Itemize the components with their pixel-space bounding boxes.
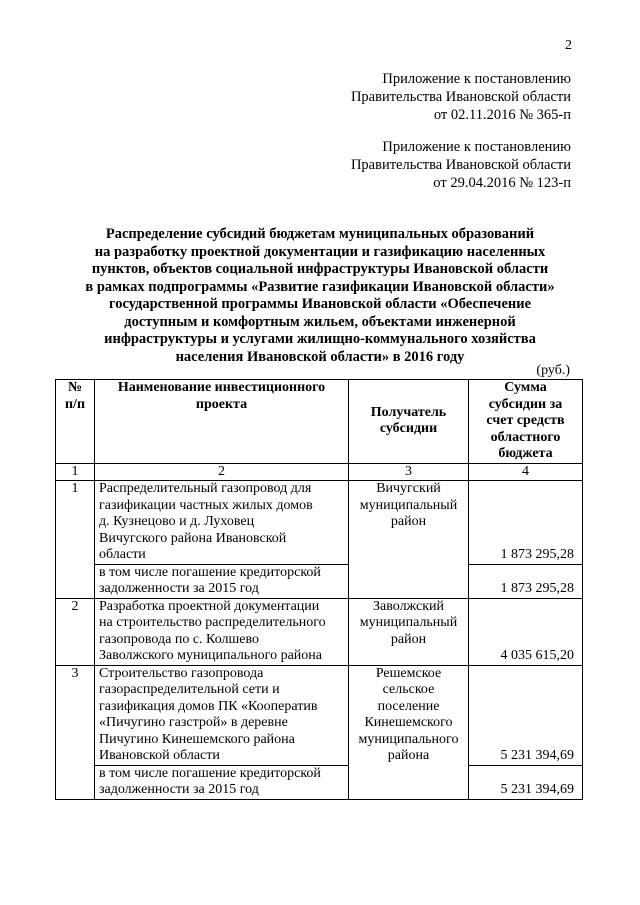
appendix-reference-2 xyxy=(351,138,571,192)
column-number: 3 xyxy=(349,463,469,481)
title-line: доступным и комфортным жильем, объектами инженерной xyxy=(124,313,516,330)
recipient: Заволжский муниципальный район xyxy=(349,598,469,665)
title-line: населения Ивановской области» в 2016 году xyxy=(175,348,465,365)
header-num: № п/п xyxy=(56,380,95,464)
column-number: 1 xyxy=(56,463,95,481)
page-number: 2 xyxy=(565,38,572,53)
subsidy-amount: 5 231 394,69 xyxy=(469,665,583,765)
appendix-line: Правительства Ивановской области xyxy=(350,157,571,173)
column-number-row xyxy=(56,463,583,481)
header-recipient: Получатель субсидии xyxy=(349,380,469,464)
header-amount: Сумма субсидии за счет средств областного бюджета xyxy=(469,380,583,464)
subsidy-amount: 4 035 615,20 xyxy=(469,598,583,665)
appendix-line: Правительства Ивановской области xyxy=(350,89,571,105)
row-number: 1 xyxy=(56,481,95,599)
appendix-line: от 02.11.2016 № 365-п xyxy=(433,107,571,123)
title-line: Распределение субсидий бюджетам муниципальных образований xyxy=(105,226,535,242)
table-row xyxy=(56,481,583,565)
appendix-line: Приложение к постановлению xyxy=(382,139,571,155)
table-row xyxy=(56,665,583,765)
recipient: Вичугский муниципальный район xyxy=(349,481,469,599)
subsidy-sub-amount: 1 873 295,28 xyxy=(469,564,583,598)
title-line: на разработку проектной документации и газификацию населенных xyxy=(94,243,546,260)
column-number: 4 xyxy=(469,463,583,481)
title-line: государственной программы Ивановской области «Обеспечение xyxy=(108,296,532,312)
table-header-row xyxy=(56,380,583,464)
project-sub-name: в том числе погашение кредиторской задолженности за 2015 год xyxy=(95,564,349,598)
header-project-name: Наименование инвестиционного проекта xyxy=(95,380,349,464)
appendix-line: Приложение к постановлению xyxy=(382,71,571,87)
appendix-reference-1 xyxy=(351,70,571,124)
title-line: инфраструктуры и услугами жилищно-коммунального хозяйства xyxy=(104,331,536,347)
recipient: Решемское сельское поселение Кинешемского муниципального района xyxy=(349,665,469,799)
subsidy-table xyxy=(55,379,583,800)
table-row xyxy=(56,598,583,665)
subsidy-sub-amount: 5 231 394,69 xyxy=(469,765,583,799)
project-sub-name: в том числе погашение кредиторской задолженности за 2015 год xyxy=(95,765,349,799)
row-number: 2 xyxy=(56,598,95,665)
project-name: Разработка проектной документации на строительство распределительного газопровода по с. Колшево Заволжского муниципального района xyxy=(95,598,349,665)
row-number: 3 xyxy=(56,665,95,799)
title-line: пунктов, объектов социальной инфраструктуры Ивановской области xyxy=(91,261,549,277)
table-subrow xyxy=(56,765,583,799)
currency-unit: (руб.) xyxy=(536,363,570,378)
title-line: в рамках подпрограммы «Развитие газификации Ивановской области» xyxy=(85,278,555,295)
table-subrow xyxy=(56,564,583,598)
column-number: 2 xyxy=(95,463,349,481)
project-name: Распределительный газопровод для газификации частных жилых домов д. Кузнецово и д. Луховец Вичугского района Ивановской области xyxy=(95,481,349,565)
document-title xyxy=(60,226,580,366)
subsidy-amount: 1 873 295,28 xyxy=(469,481,583,565)
appendix-line: от 29.04.2016 № 123-п xyxy=(433,175,571,191)
project-name: Строительство газопровода газораспределительной сети и газификация домов ПК «Кооператив «Пичугино газстрой» в деревне Пичугино Кинешемского района Ивановской области xyxy=(95,665,349,765)
